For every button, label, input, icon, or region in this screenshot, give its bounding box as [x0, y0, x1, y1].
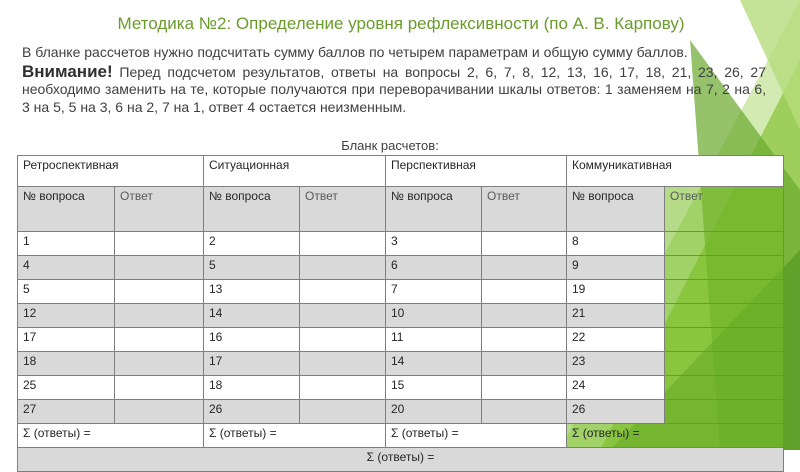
question-number-cell: 5	[18, 280, 115, 304]
question-number-cell: 13	[204, 280, 300, 304]
question-number-cell: 27	[18, 400, 115, 424]
total-cell: Σ (ответы) =	[18, 448, 784, 472]
answer-cell[interactable]	[482, 352, 567, 376]
answer-cell[interactable]	[665, 304, 784, 328]
answer-cell[interactable]	[115, 328, 204, 352]
table-row	[18, 376, 784, 400]
question-number-cell: 19	[567, 280, 665, 304]
answer-cell[interactable]	[482, 280, 567, 304]
question-number-cell: 8	[567, 232, 665, 256]
answer-cell[interactable]	[482, 400, 567, 424]
question-number-cell: 17	[204, 352, 300, 376]
question-number-cell: 6	[386, 256, 482, 280]
section-header-row	[18, 156, 784, 187]
answer-cell[interactable]	[115, 376, 204, 400]
question-number-cell: 12	[18, 304, 115, 328]
answer-cell[interactable]	[665, 400, 784, 424]
column-header-row	[18, 187, 784, 232]
total-row	[18, 448, 784, 472]
question-number-cell: 15	[386, 376, 482, 400]
col-question-label: № вопроса	[204, 187, 300, 232]
answer-cell[interactable]	[665, 232, 784, 256]
page-title: Методика №2: Определение уровня рефлексивности (по А. В. Карпову)	[117, 14, 685, 33]
question-number-cell: 18	[204, 376, 300, 400]
answer-cell[interactable]	[300, 304, 386, 328]
question-number-cell: 4	[18, 256, 115, 280]
question-number-cell: 10	[386, 304, 482, 328]
answer-cell[interactable]	[665, 280, 784, 304]
question-number-cell: 26	[204, 400, 300, 424]
section-situational: Ситуационная	[204, 156, 386, 187]
table-row	[18, 352, 784, 376]
answer-cell[interactable]	[665, 256, 784, 280]
col-answer-label: Ответ	[482, 187, 567, 232]
answer-cell[interactable]	[300, 400, 386, 424]
question-number-cell: 3	[386, 232, 482, 256]
col-answer-label: Ответ	[300, 187, 386, 232]
answer-cell[interactable]	[665, 376, 784, 400]
answer-cell[interactable]	[482, 304, 567, 328]
intro-line-1: В бланке рассчетов нужно подсчитать сумму баллов по четырем параметрам и общую сумму баллов.	[22, 44, 688, 60]
question-number-cell: 5	[204, 256, 300, 280]
intro-text	[22, 44, 766, 116]
sum-row	[18, 424, 784, 448]
answer-cell[interactable]	[115, 304, 204, 328]
calculation-table	[17, 155, 784, 472]
answer-cell[interactable]	[482, 376, 567, 400]
answer-cell[interactable]	[482, 232, 567, 256]
sum-cell-communicative: Σ (ответы) =	[567, 424, 784, 448]
question-number-cell: 17	[18, 328, 115, 352]
table-row	[18, 256, 784, 280]
answer-cell[interactable]	[115, 400, 204, 424]
question-number-cell: 2	[204, 232, 300, 256]
sum-cell-retrospective: Σ (ответы) =	[18, 424, 204, 448]
col-question-label: № вопроса	[18, 187, 115, 232]
answer-cell[interactable]	[115, 232, 204, 256]
question-number-cell: 22	[567, 328, 665, 352]
warning-label: Внимание!	[22, 61, 113, 81]
question-number-cell: 9	[567, 256, 665, 280]
answer-cell[interactable]	[115, 256, 204, 280]
answer-cell[interactable]	[482, 328, 567, 352]
answer-cell[interactable]	[300, 232, 386, 256]
form-caption: Бланк расчетов:	[341, 138, 439, 153]
sum-cell-perspective: Σ (ответы) =	[386, 424, 567, 448]
question-number-cell: 24	[567, 376, 665, 400]
answer-cell[interactable]	[300, 256, 386, 280]
answer-cell[interactable]	[665, 328, 784, 352]
answer-cell[interactable]	[300, 328, 386, 352]
question-number-cell: 26	[567, 400, 665, 424]
answer-cell[interactable]	[115, 352, 204, 376]
question-number-cell: 16	[204, 328, 300, 352]
answer-cell[interactable]	[115, 280, 204, 304]
answer-cell[interactable]	[300, 280, 386, 304]
section-retrospective: Ретроспективная	[18, 156, 204, 187]
intro-line-2: Перед подсчетом результатов, ответы на вопросы 2, 6, 7, 8, 12, 13, 16, 17, 18, 21, 23, 26, 27 необходимо заменить на те, которые получаются при переворачивании шкалы ответов: 1 заменяем на 7, 2 на 6, 3 на 5, 5 на 3, 6 на 2, 7 на 1, ответ 4 остается неизменным.	[22, 63, 766, 115]
col-answer-label: Ответ	[115, 187, 204, 232]
answer-cell[interactable]	[300, 376, 386, 400]
question-number-cell: 18	[18, 352, 115, 376]
question-number-cell: 20	[386, 400, 482, 424]
col-question-label: № вопроса	[386, 187, 482, 232]
question-number-cell: 14	[204, 304, 300, 328]
answer-cell[interactable]	[665, 352, 784, 376]
sum-cell-situational: Σ (ответы) =	[204, 424, 386, 448]
question-number-cell: 11	[386, 328, 482, 352]
question-number-cell: 25	[18, 376, 115, 400]
table-row	[18, 232, 784, 256]
section-communicative: Коммуникативная	[567, 156, 784, 187]
question-number-cell: 7	[386, 280, 482, 304]
question-number-cell: 1	[18, 232, 115, 256]
question-number-cell: 14	[386, 352, 482, 376]
col-question-label: № вопроса	[567, 187, 665, 232]
question-number-cell: 23	[567, 352, 665, 376]
answer-cell[interactable]	[482, 256, 567, 280]
table-row	[18, 400, 784, 424]
col-answer-label: Ответ	[665, 187, 784, 232]
answer-cell[interactable]	[300, 352, 386, 376]
section-perspective: Перспективная	[386, 156, 567, 187]
table-row	[18, 304, 784, 328]
table-row	[18, 328, 784, 352]
table-row	[18, 280, 784, 304]
question-number-cell: 21	[567, 304, 665, 328]
